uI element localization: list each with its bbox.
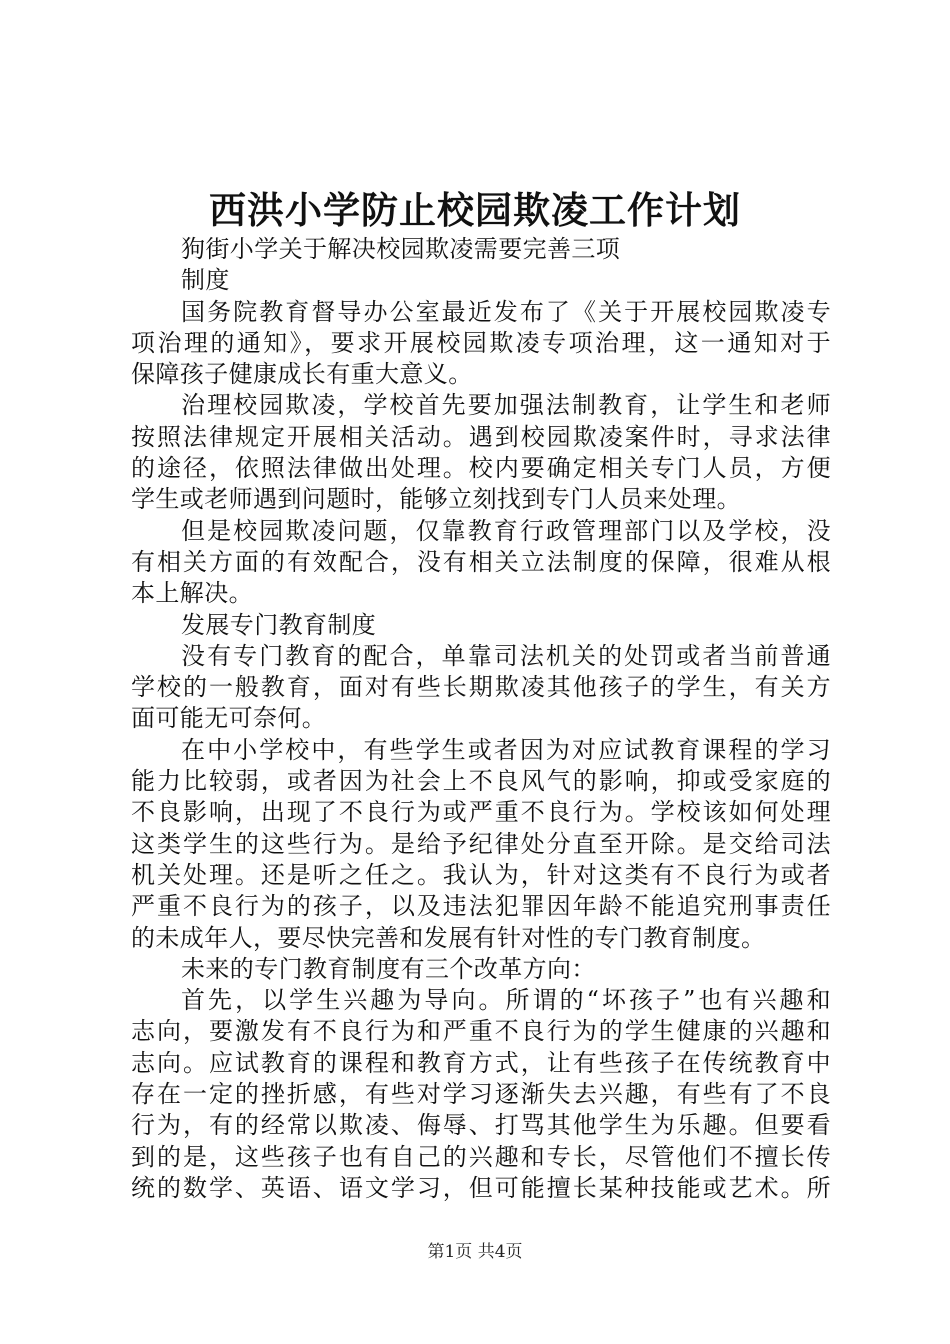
text-line: 的未成年人，要尽快完善和发展有针对性的专门教育制度。 — [131, 923, 766, 952]
text-line: 学生或老师遇到问题时，能够立刻找到专门人员来处理。 — [131, 485, 741, 514]
text-line: 本上解决。 — [131, 579, 253, 608]
text-line: 但是校园欺凌问题，仅靠教育行政管理部门以及学校，没 — [181, 516, 831, 545]
text-line: 学校的一般教育，面对有些长期欺凌其他孩子的学生，有关方 — [131, 673, 831, 702]
text-line: 不良影响，出现了不良行为或严重不良行为。学校该如何处理 — [131, 798, 831, 827]
text-line: 狗街小学关于解决校园欺凌需要完善三项 — [181, 235, 621, 263]
text-line: 的途径，依照法律做出处理。校内要确定相关专门人员，方便 — [131, 454, 831, 483]
text-line: 志向，要激发有不良行为和严重不良行为的学生健康的兴趣和 — [131, 1017, 831, 1046]
document-title: 西洪小学防止校园欺凌工作计划 — [209, 188, 741, 232]
text-line: 严重不良行为的孩子，以及违法犯罪因年龄不能追究刑事责任 — [131, 892, 831, 921]
text-line: 制度 — [181, 266, 230, 295]
document-body — [131, 234, 831, 1204]
text-line: 机关处理。还是听之任之。我认为，针对这类有不良行为或者 — [131, 860, 831, 889]
text-line: 按照法律规定开展相关活动。遇到校园欺凌案件时，寻求法律 — [131, 422, 831, 451]
text-line: 治理校园欺凌，学校首先要加强法制教育，让学生和老师 — [181, 391, 831, 420]
text-line: 能力比较弱，或者因为社会上不良风气的影响，抑或受家庭的 — [131, 767, 831, 796]
text-line: 国务院教育督导办公室最近发布了《关于开展校园欺凌专 — [181, 297, 831, 326]
text-line: 统的数学、英语、语文学习，但可能擅长某种技能或艺术。所 — [131, 1173, 831, 1202]
text-line: 发展专门教育制度 — [181, 610, 377, 639]
page-indicator: 第1页 共4页 — [427, 1242, 523, 1262]
text-line: 到的是，这些孩子也有自己的兴趣和专长，尽管他们不擅长传 — [131, 1142, 831, 1171]
text-line: 这类学生的这些行为。是给予纪律处分直至开除。是交给司法 — [131, 829, 831, 858]
text-line: 面可能无可奈何。 — [131, 704, 327, 733]
text-line: 志向。应试教育的课程和教育方式，让有些孩子在传统教育中 — [131, 1048, 831, 1077]
text-line: 没有专门教育的配合，单靠司法机关的处罚或者当前普通 — [181, 641, 831, 670]
text-line: 在中小学校中，有些学生或者因为对应试教育课程的学习 — [181, 735, 831, 764]
text-line: 存在一定的挫折感，有些对学习逐渐失去兴趣，有些有了不良 — [131, 1080, 831, 1109]
text-line: 行为，有的经常以欺凌、侮辱、打骂其他学生为乐趣。但要看 — [131, 1111, 831, 1140]
text-line: 有相关方面的有效配合，没有相关立法制度的保障，很难从根 — [131, 547, 831, 576]
text-line: 首先，以学生兴趣为导向。所谓的“坏孩子”也有兴趣和 — [181, 986, 831, 1015]
text-line: 未来的专门教育制度有三个改革方向： — [181, 954, 596, 983]
text-line: 保障孩子健康成长有重大意义。 — [131, 360, 473, 389]
text-line: 项治理的通知》，要求开展校园欺凌专项治理，这一通知对于 — [131, 328, 831, 357]
